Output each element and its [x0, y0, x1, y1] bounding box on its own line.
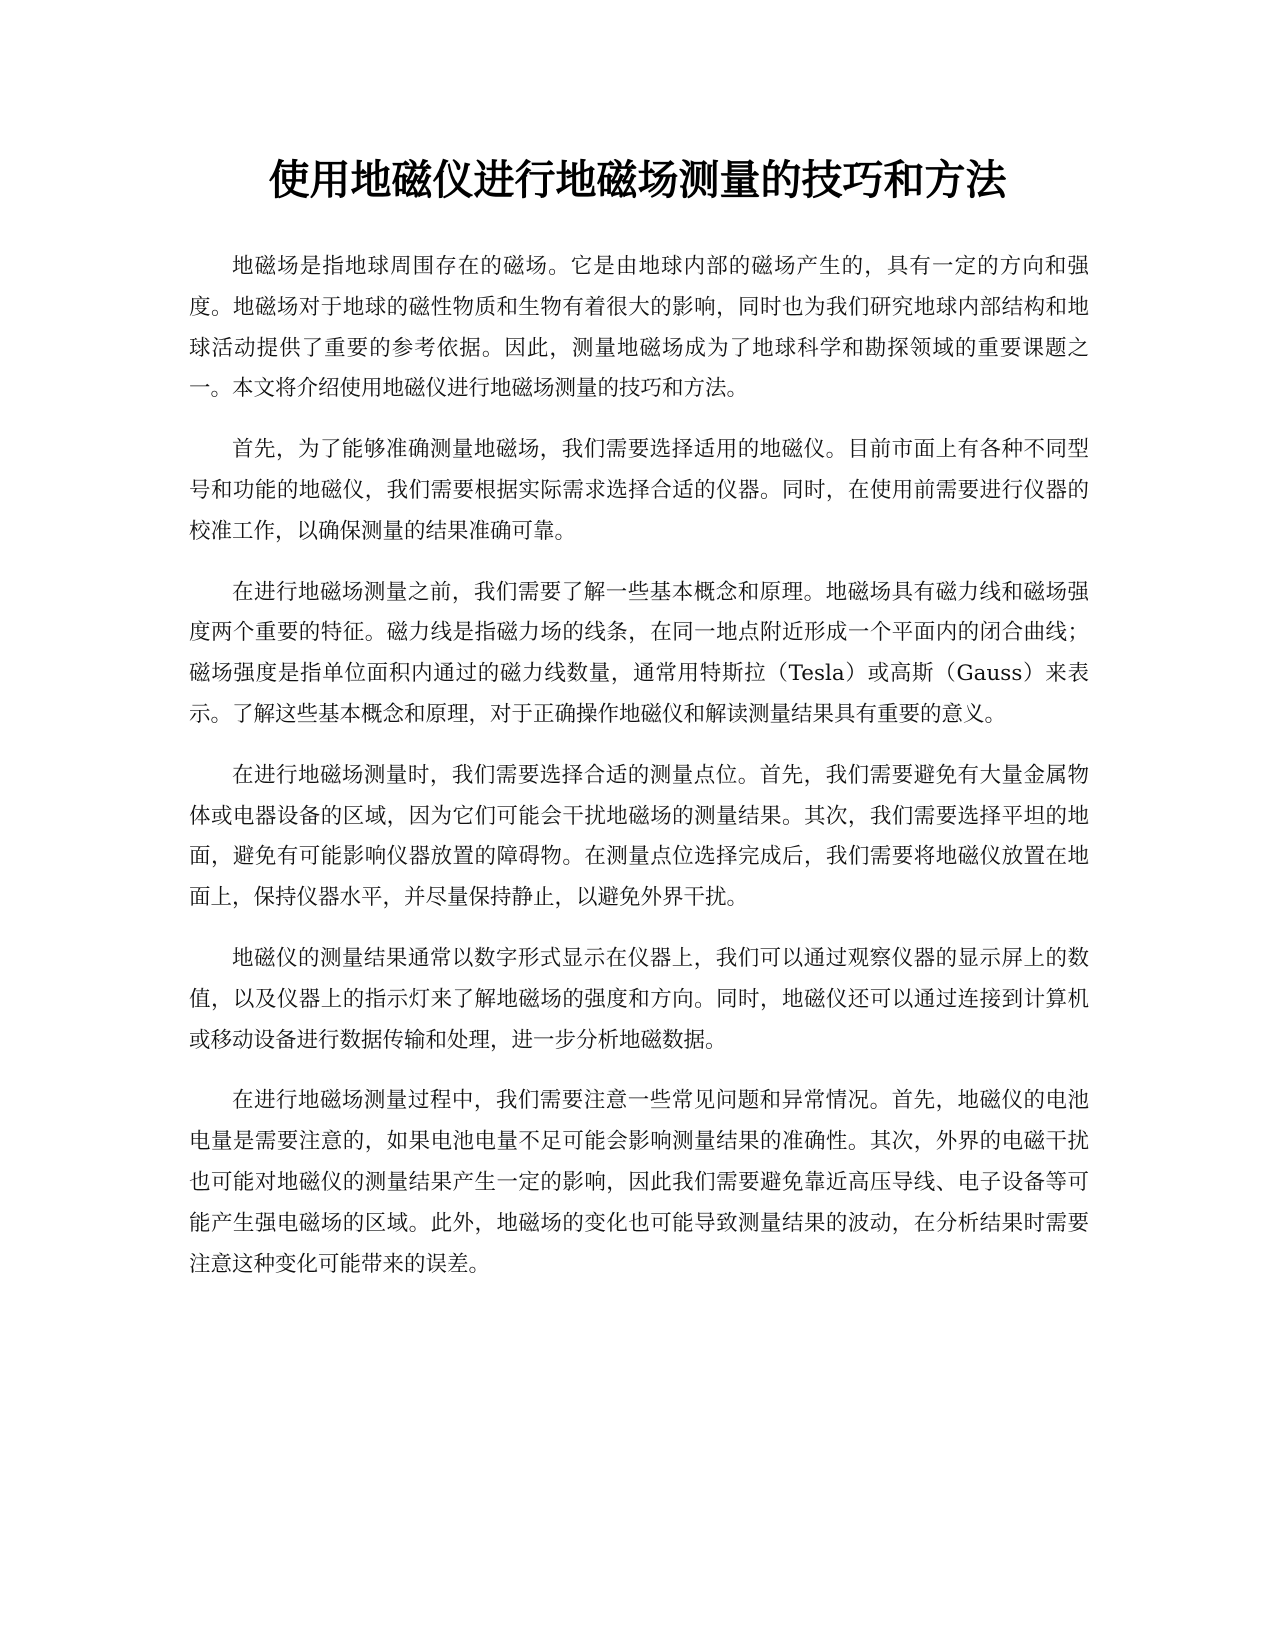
paragraph-4: 在进行地磁场测量时，我们需要选择合适的测量点位。首先，我们需要避免有大量金属物体或电器设备的区域，因为它们可能会干扰地磁场的测量结果。其次，我们需要选择平坦的地面，避免有可能影响仪器放置的障碍物。在测量点位选择完成后，我们需要将地磁仪放置在地面上，保持仪器水平，并尽量保持静止，以避免外界干扰。: [189, 762, 1089, 911]
paragraph-6: 在进行地磁场测量过程中，我们需要注意一些常见问题和异常情况。首先，地磁仪的电池电量是需要注意的，如果电池电量不足可能会影响测量结果的准确性。其次，外界的电磁干扰也可能对地磁仪的测量结果产生一定的影响，因此我们需要避免靠近高压导线、电子设备等可能产生强电磁场的区域。此外，地磁场的变化也可能导致测量结果的波动，在分析结果时需要注意这种变化可能带来的误差。: [189, 1088, 1089, 1277]
paragraph-3: 在进行地磁场测量之前，我们需要了解一些基本概念和原理。地磁场具有磁力线和磁场强度两个重要的特征。磁力线是指磁力场的线条，在同一地点附近形成一个平面内的闭合曲线；磁场强度是指单位面积内通过的磁力线数量，通常用特斯拉（Tesla）或高斯（Gauss）来表示。了解这些基本概念和原理，对于正确操作地磁仪和解读测量结果具有重要的意义。: [189, 579, 1089, 727]
document-body: [189, 247, 1089, 1305]
document-title: 使用地磁仪进行地磁场测量的技巧和方法: [268, 156, 1007, 204]
paragraph-2: 首先，为了能够准确测量地磁场，我们需要选择适用的地磁仪。目前市面上有各种不同型号和功能的地磁仪，我们需要根据实际需求选择合适的仪器。同时，在使用前需要进行仪器的校准工作，以确保测量的结果准确可靠。: [189, 437, 1089, 544]
paragraph-5: 地磁仪的测量结果通常以数字形式显示在仪器上，我们可以通过观察仪器的显示屏上的数值，以及仪器上的指示灯来了解地磁场的强度和方向。同时，地磁仪还可以通过连接到计算机或移动设备进行数据传输和处理，进一步分析地磁数据。: [189, 945, 1089, 1053]
paragraph-1: 地磁场是指地球周围存在的磁场。它是由地球内部的磁场产生的，具有一定的方向和强度。地磁场对于地球的磁性物质和生物有着很大的影响，同时也为我们研究地球内部结构和地球活动提供了重要的参考依据。因此，测量地磁场成为了地球科学和勘探领域的重要课题之一。本文将介绍使用地磁仪进行地磁场测量的技巧和方法。: [189, 254, 1089, 402]
